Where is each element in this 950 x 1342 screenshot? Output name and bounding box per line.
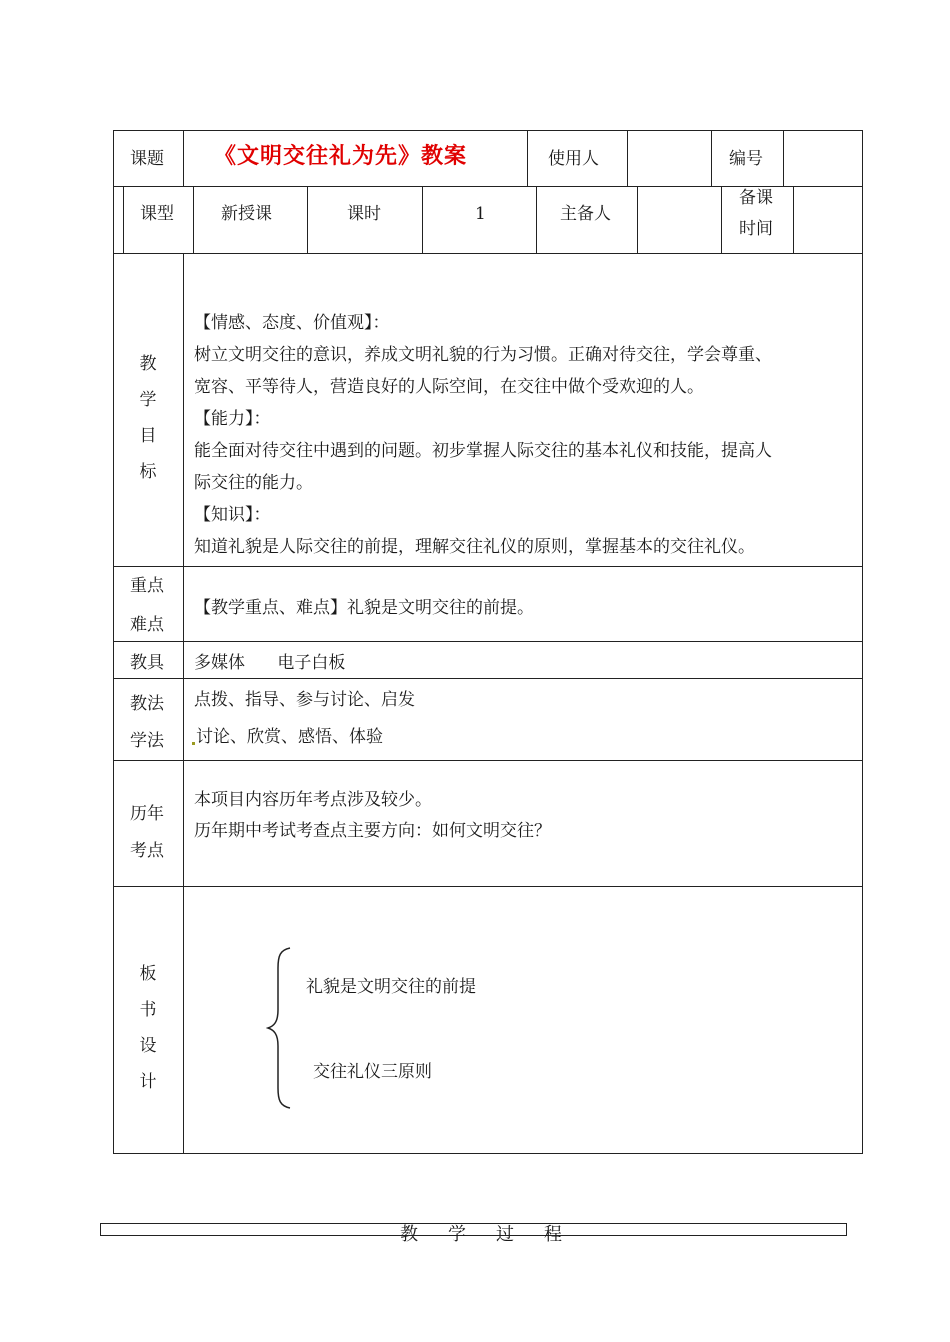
row1-divider-4 bbox=[711, 130, 712, 186]
hours-label: 课时 bbox=[347, 204, 381, 224]
row2-divider-6 bbox=[721, 186, 722, 253]
row1-divider-2 bbox=[527, 130, 528, 186]
row2-divider-3 bbox=[422, 186, 423, 253]
methods-label-2: 学法 bbox=[130, 731, 164, 751]
subject-label: 课题 bbox=[130, 149, 164, 169]
row2-divider-0 bbox=[123, 186, 124, 253]
tools-bottom-border bbox=[113, 678, 863, 679]
prep-time-label-1: 备课 bbox=[739, 188, 773, 208]
edit-mark-icon bbox=[192, 742, 195, 745]
board-label-char: 板 bbox=[139, 964, 157, 984]
label-column-divider bbox=[183, 253, 184, 1153]
objectives-label-char: 学 bbox=[139, 390, 157, 410]
objectives-line: 知道礼貌是人际交往的前提，理解交往礼仪的原则，掌握基本的交往礼仪。 bbox=[194, 537, 755, 557]
methods-label-1: 教法 bbox=[130, 694, 164, 714]
objectives-label-char: 教 bbox=[139, 354, 157, 374]
row1-divider-5 bbox=[783, 130, 784, 186]
objectives-line: 【知识】： bbox=[194, 505, 271, 525]
board-label-char: 计 bbox=[139, 1072, 157, 1092]
board-item-2: 交往礼仪三原则 bbox=[313, 1062, 432, 1082]
objectives-line: 宽容、平等待人，营造良好的人际空间，在交往中做个受欢迎的人。 bbox=[194, 377, 704, 397]
footer-right-rule bbox=[846, 1223, 847, 1236]
table-top-border bbox=[113, 130, 863, 131]
type-value: 新授课 bbox=[221, 204, 272, 224]
objectives-line: 【能力】： bbox=[194, 409, 271, 429]
objectives-line: 【情感、态度、价值观】： bbox=[194, 313, 390, 333]
tools-label: 教具 bbox=[130, 653, 164, 673]
row1-divider-3 bbox=[627, 130, 628, 186]
methods-bottom-border bbox=[113, 760, 863, 761]
exam-label-1: 历年 bbox=[130, 804, 164, 824]
user-label: 使用人 bbox=[548, 149, 599, 169]
objectives-content bbox=[194, 307, 772, 563]
board-label-char: 设 bbox=[139, 1036, 157, 1056]
lesson-title: 《文明交往礼为先》教案 bbox=[214, 143, 468, 169]
exam-label-2: 考点 bbox=[130, 841, 164, 861]
objectives-bottom-border bbox=[113, 566, 863, 567]
objectives-label-char: 目 bbox=[139, 426, 157, 446]
objectives-line: 际交往的能力。 bbox=[194, 473, 313, 493]
keypoints-label-1: 重点 bbox=[130, 576, 164, 596]
board-label bbox=[113, 956, 183, 1100]
objectives-line: 树立文明交往的意识，养成文明礼貌的行为习惯。正确对待交往，学会尊重、 bbox=[194, 345, 772, 365]
prep-time-label-2: 时间 bbox=[739, 219, 773, 239]
hours-value: 1 bbox=[475, 204, 486, 224]
tools-text: 多媒体 电子白板 bbox=[194, 653, 346, 673]
objectives-label-char: 标 bbox=[139, 462, 157, 482]
keypoints-label-2: 难点 bbox=[130, 615, 164, 635]
methods-line-1: 点拨、指导、参与讨论、启发 bbox=[194, 690, 415, 710]
row2-divider-4 bbox=[536, 186, 537, 253]
exam-line-1: 本项目内容历年考点涉及较少。 bbox=[194, 790, 432, 810]
objectives-line: 能全面对待交往中遇到的问题。初步掌握人际交往的基本礼仪和技能，提高人 bbox=[194, 441, 772, 461]
board-item-1: 礼貌是文明交往的前提 bbox=[306, 977, 476, 997]
row2-divider-1 bbox=[193, 186, 194, 253]
table-right-border bbox=[862, 130, 863, 1154]
type-label: 课型 bbox=[140, 204, 174, 224]
row2-bottom-border bbox=[113, 253, 863, 254]
row2-divider-2 bbox=[307, 186, 308, 253]
row1-divider-1 bbox=[183, 130, 184, 186]
table-bottom-border bbox=[113, 1153, 863, 1154]
objectives-label bbox=[113, 346, 183, 490]
footer-left-rule bbox=[100, 1223, 101, 1236]
number-label: 编号 bbox=[729, 149, 763, 169]
exam-bottom-border bbox=[113, 886, 863, 887]
exam-line-2: 历年期中考试考查点主要方向：如何文明交往？ bbox=[194, 821, 551, 841]
row2-divider-7 bbox=[793, 186, 794, 253]
methods-line-2: 讨论、欣赏、感悟、体验 bbox=[196, 727, 383, 747]
curly-brace-icon bbox=[266, 946, 296, 1110]
keypoints-bottom-border bbox=[113, 641, 863, 642]
teaching-process-heading: 教学过程 bbox=[400, 1224, 592, 1245]
preparer-label: 主备人 bbox=[560, 204, 611, 224]
board-label-char: 书 bbox=[139, 1000, 157, 1020]
keypoints-text: 【教学重点、难点】礼貌是文明交往的前提。 bbox=[194, 598, 534, 618]
row2-divider-5 bbox=[637, 186, 638, 253]
